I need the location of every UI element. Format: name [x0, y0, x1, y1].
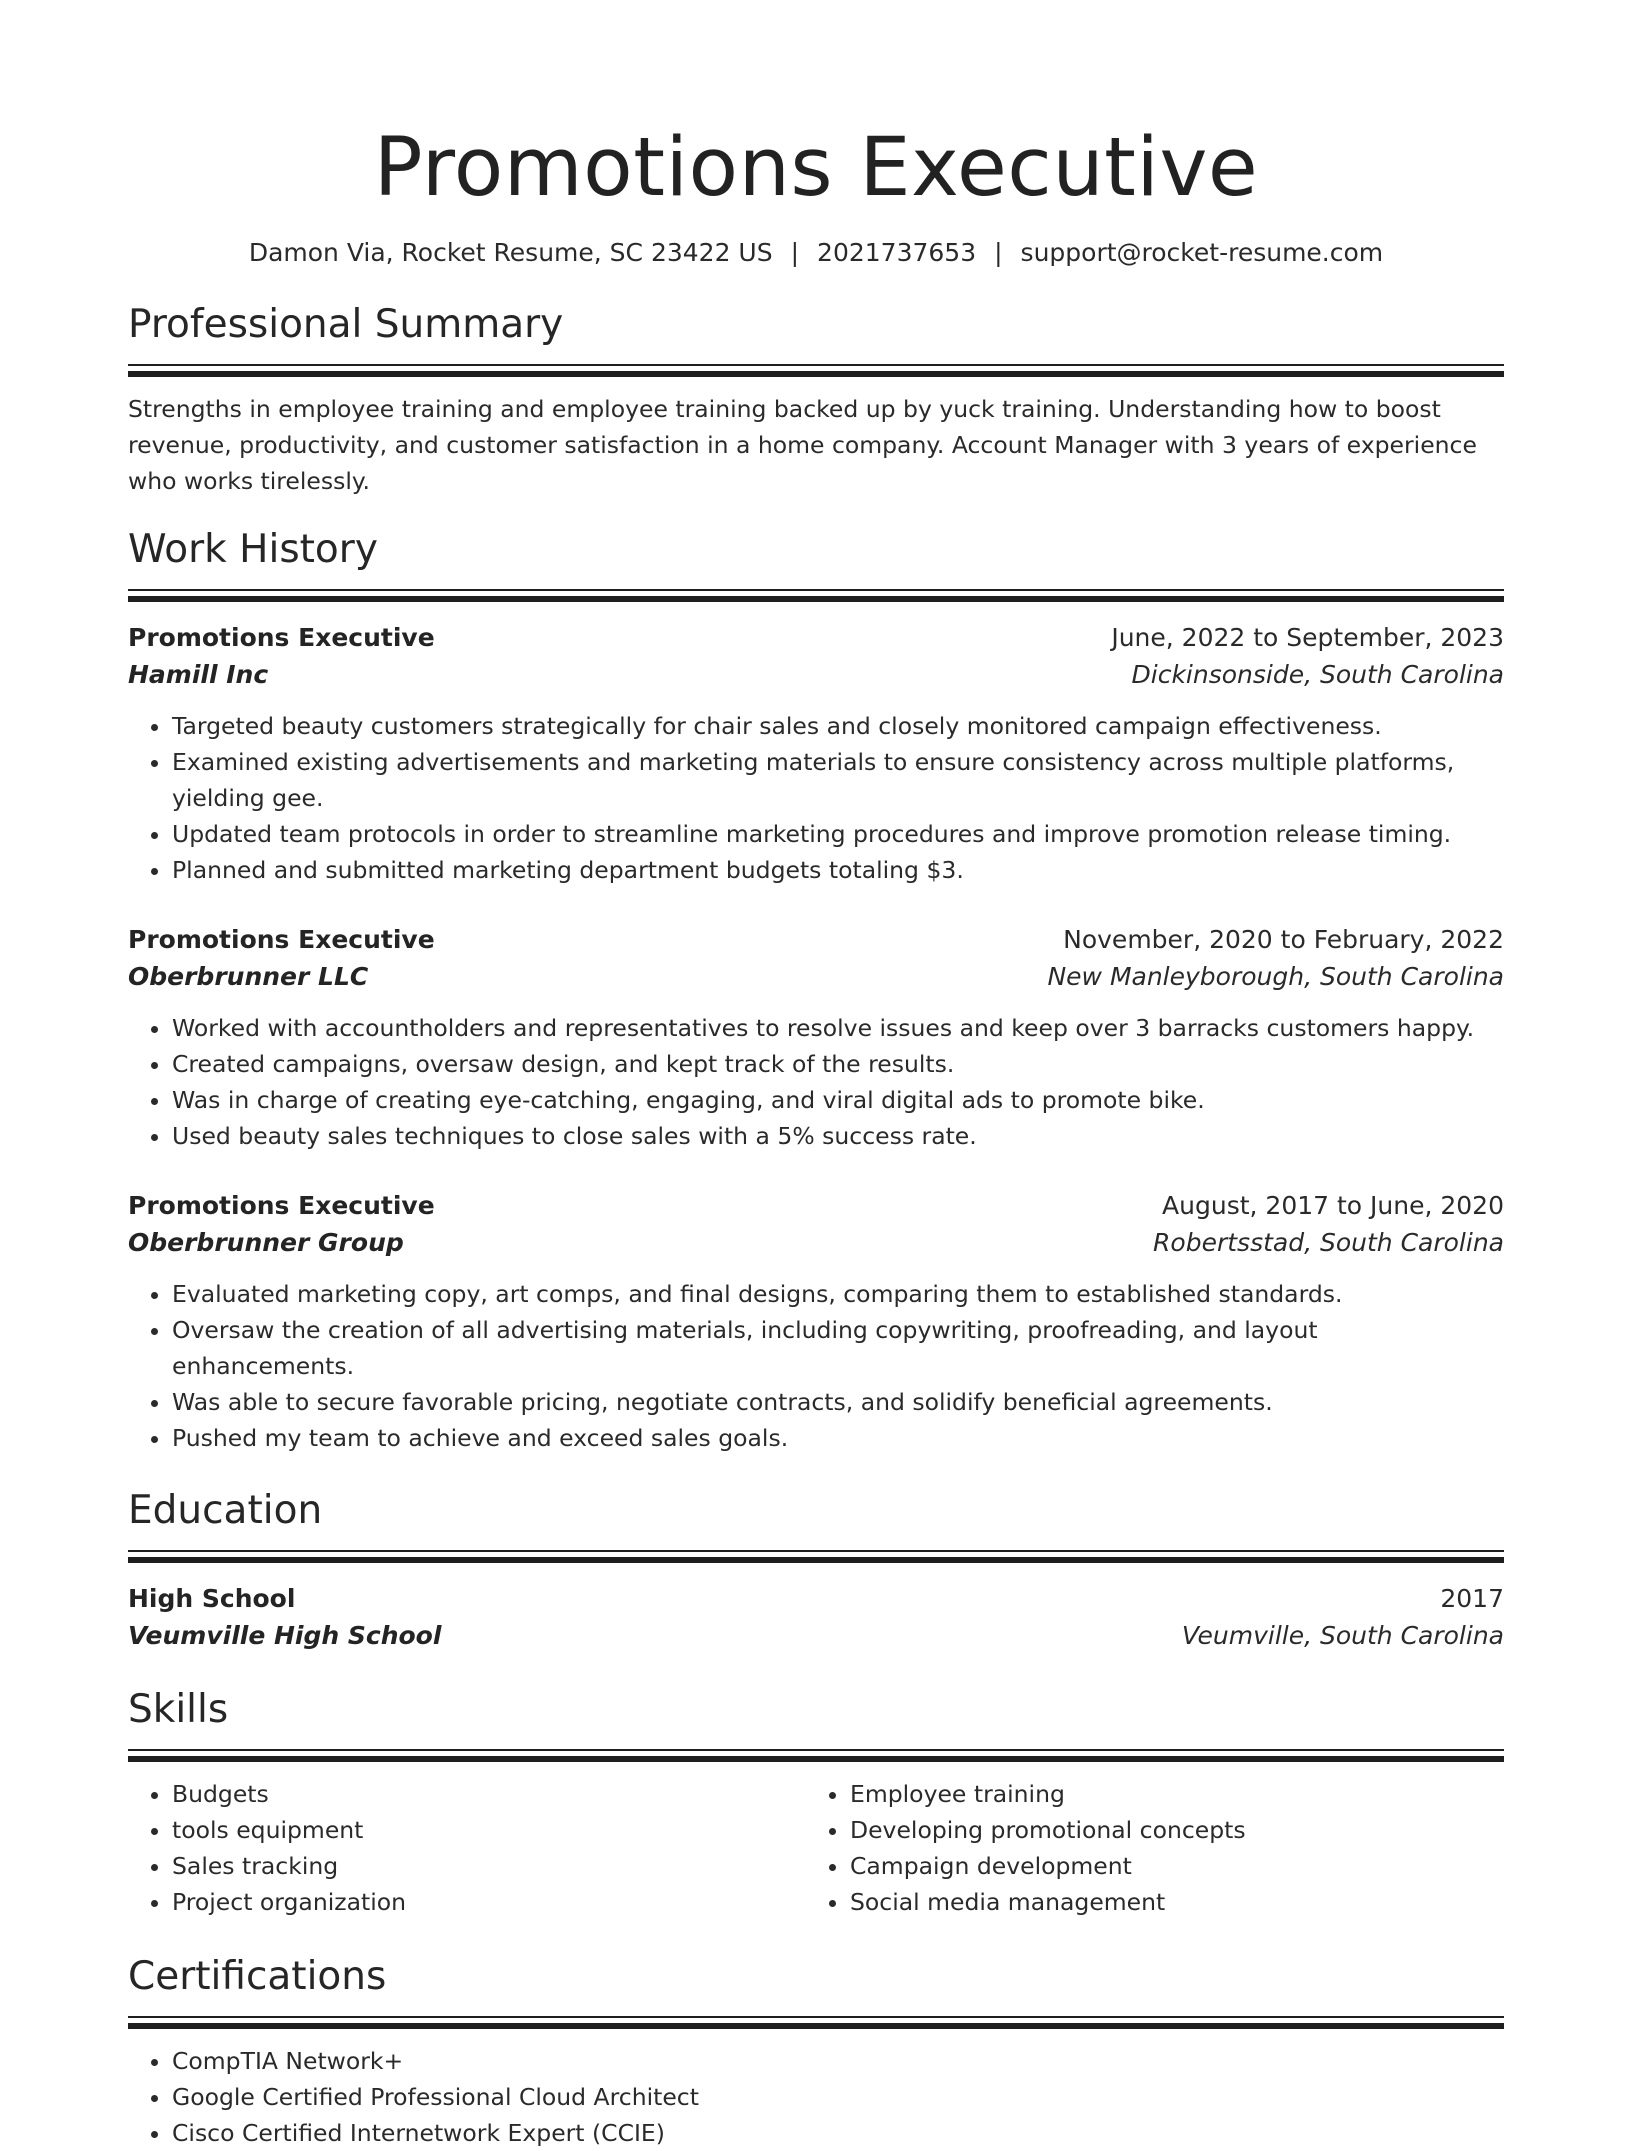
job-bullet: • Pushed my team to achieve and exceed sales goals. [172, 1420, 1504, 1456]
section-divider [128, 1550, 1504, 1563]
education-school: Veumville High School [128, 1621, 442, 1650]
skill-item: • Employee training [850, 1776, 1484, 1812]
work-history-heading: Work History [128, 527, 378, 572]
job-company: Oberbrunner LLC [128, 962, 369, 991]
job-location: Robertsstad, South Carolina [1153, 1228, 1504, 1257]
job-bullet: • Was in charge of creating eye-catching, engaging, and viral digital ads to promote bike. [172, 1082, 1504, 1118]
contact-email: support@rocket-resume.com [1020, 238, 1384, 267]
job-bullet: • Planned and submitted marketing department budgets totaling $3. [172, 852, 1504, 888]
skill-item: • Sales tracking [172, 1848, 806, 1884]
skills-heading: Skills [128, 1687, 229, 1732]
job-bullets [128, 1010, 1504, 1154]
skills-section [128, 1685, 1504, 1920]
contact-separator: | [994, 238, 1003, 267]
contact-phone: 2021737653 [817, 238, 977, 267]
education-location: Veumville, South Carolina [1181, 1621, 1504, 1650]
summary-text: Strengths in employee training and employee training backed up by yuck training. Understanding how to boost revenue, productivity, and customer satisfaction in a home company. Account Manager with 3 years of experience who works tirelessly. [128, 395, 1477, 495]
section-divider [128, 1749, 1504, 1762]
skills-list-left [128, 1776, 806, 1920]
contact-line [128, 236, 1504, 270]
job-bullet: • Evaluated marketing copy, art comps, and final designs, comparing them to established standards. [172, 1276, 1504, 1312]
job-entry [128, 1188, 1504, 1456]
job-bullet: • Created campaigns, oversaw design, and kept track of the results. [172, 1046, 1504, 1082]
section-divider [128, 589, 1504, 602]
section-divider [128, 364, 1504, 377]
resume-page [128, 0, 1504, 2151]
section-divider [128, 2016, 1504, 2029]
skills-list-right [806, 1776, 1484, 1920]
job-company: Hamill Inc [128, 660, 269, 689]
job-entry [128, 922, 1504, 1154]
job-bullet: • Targeted beauty customers strategically for chair sales and closely monitored campaign effectiveness. [172, 708, 1504, 744]
job-title: Promotions Executive [128, 925, 435, 954]
summary-heading: Professional Summary [128, 302, 564, 347]
skill-item: • tools equipment [172, 1812, 806, 1848]
certification-item: • Cisco Certified Internetwork Expert (CCIE) [172, 2115, 1504, 2151]
job-bullet: • Was able to secure favorable pricing, negotiate contracts, and solidify beneficial agreements. [172, 1384, 1504, 1420]
job-bullets [128, 708, 1504, 888]
job-bullet: • Used beauty sales techniques to close sales with a 5% success rate. [172, 1118, 1504, 1154]
skills-grid [128, 1762, 1504, 1920]
job-dates: June, 2022 to September, 2023 [1111, 623, 1504, 652]
education-year: 2017 [1440, 1584, 1504, 1613]
job-location: New Manleyborough, South Carolina [1047, 962, 1504, 991]
skill-item: • Campaign development [850, 1848, 1484, 1884]
job-entry [128, 620, 1504, 888]
job-dates: November, 2020 to February, 2022 [1063, 925, 1504, 954]
skill-item: • Social media management [850, 1884, 1484, 1920]
skill-item: • Developing promotional concepts [850, 1812, 1484, 1848]
work-history-section [128, 525, 1504, 1456]
certifications-heading: Certifications [128, 1954, 387, 1999]
contact-separator: | [790, 238, 800, 267]
education-entry [128, 1581, 1504, 1655]
certifications-list [128, 2043, 1504, 2151]
job-bullet: • Examined existing advertisements and marketing materials to ensure consistency across multiple platforms, yielding gee. [172, 744, 1504, 816]
summary-section [128, 300, 1504, 499]
job-bullet: • Worked with accountholders and representatives to resolve issues and keep over 3 barracks customers happy. [172, 1010, 1504, 1046]
job-company: Oberbrunner Group [128, 1228, 404, 1257]
skill-item: • Budgets [172, 1776, 806, 1812]
job-location: Dickinsonside, South Carolina [1131, 660, 1504, 689]
job-bullets [128, 1276, 1504, 1456]
certification-item: • Google Certified Professional Cloud Architect [172, 2079, 1504, 2115]
resume-title: Promotions Executive [373, 121, 1259, 215]
education-degree: High School [128, 1584, 296, 1613]
contact-address: Damon Via, Rocket Resume, SC 23422 US [248, 238, 773, 267]
education-heading: Education [128, 1488, 323, 1533]
job-dates: August, 2017 to June, 2020 [1162, 1191, 1504, 1220]
job-bullet: • Updated team protocols in order to streamline marketing procedures and improve promotion release timing. [172, 816, 1504, 852]
skill-item: • Project organization [172, 1884, 806, 1920]
job-bullet: • Oversaw the creation of all advertising materials, including copywriting, proofreading, and layout enhancements. [172, 1312, 1504, 1384]
education-section [128, 1486, 1504, 1655]
certification-item: • CompTIA Network+ [172, 2043, 1504, 2079]
certifications-section [128, 1952, 1504, 2151]
job-title: Promotions Executive [128, 623, 435, 652]
job-title: Promotions Executive [128, 1191, 435, 1220]
